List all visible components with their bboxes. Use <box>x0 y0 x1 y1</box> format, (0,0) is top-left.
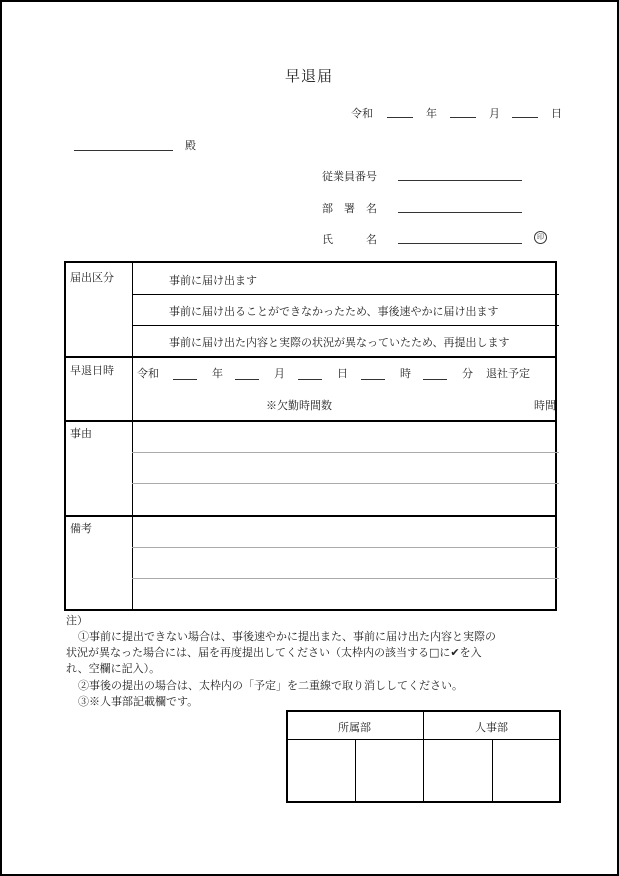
reason-line-1[interactable] <box>132 452 559 453</box>
remarks-label: 備考 <box>70 522 92 535</box>
category-label: 届出区分 <box>70 271 114 284</box>
reason-line-2[interactable] <box>132 483 559 484</box>
stamp-divider-left <box>355 739 356 801</box>
date-era-label: 令和 <box>351 107 373 120</box>
category-divider-2 <box>132 325 559 326</box>
department-label: 部 署 名 <box>322 202 377 215</box>
datetime-year-field[interactable] <box>173 379 197 380</box>
name-label: 氏 名 <box>322 233 377 246</box>
main-form-box <box>64 261 557 611</box>
stamp-divider-right <box>492 739 493 801</box>
note-item-1-line-2: 状況が異なった場合には、届を再度提出してください（太枠内の該当する□に✔を入 <box>66 646 482 659</box>
datetime-minute-label: 分 <box>462 367 473 380</box>
date-month-label: 月 <box>489 107 500 120</box>
stamp-cell-2[interactable] <box>359 743 419 797</box>
date-day-field[interactable] <box>512 117 538 118</box>
section-divider-remarks <box>66 515 555 517</box>
datetime-minute-field[interactable] <box>423 379 447 380</box>
page-title: 早退届 <box>285 67 334 85</box>
date-day-label: 日 <box>551 107 562 120</box>
datetime-hour-field[interactable] <box>361 379 385 380</box>
section-divider-reason <box>66 420 555 422</box>
stamp-cell-4[interactable] <box>496 743 556 797</box>
stamp-hr-label: 人事部 <box>475 721 508 734</box>
note-item-1-line-1: ①事前に提出できない場合は、事後速やかに提出また、事前に届け出た内容と実際の <box>78 630 496 643</box>
date-year-field[interactable] <box>387 117 413 118</box>
datetime-label: 早退日時 <box>70 364 114 377</box>
stamp-cell-1[interactable] <box>291 743 351 797</box>
date-year-label: 年 <box>426 107 437 120</box>
datetime-year-label: 年 <box>212 367 223 380</box>
category-option-1[interactable]: 事前に届け出ます <box>169 274 257 287</box>
datetime-day-label: 日 <box>337 367 348 380</box>
note-item-3: ③※人事部記載欄です。 <box>78 695 199 708</box>
date-month-field[interactable] <box>450 117 476 118</box>
datetime-scheduled-label: 退社予定 <box>486 367 530 380</box>
datetime-month-field[interactable] <box>235 379 259 380</box>
datetime-month-label: 月 <box>274 367 285 380</box>
hours-unit-label: 時間 <box>534 399 556 412</box>
employee-no-label: 従業員番号 <box>322 170 377 183</box>
employee-no-field[interactable] <box>398 180 522 181</box>
department-field[interactable] <box>398 212 522 213</box>
category-option-2[interactable]: 事前に届け出ることができなかったため、事後速やかに届け出ます <box>169 305 499 318</box>
absent-hours-label: ※欠勤時間数 <box>266 399 332 412</box>
note-item-1-line-3: れ、空欄に記入）。 <box>66 662 161 675</box>
stamp-cell-3[interactable] <box>427 743 488 797</box>
datetime-day-field[interactable] <box>298 379 322 380</box>
stamp-center-divider <box>423 712 424 801</box>
datetime-hour-label: 時 <box>400 367 411 380</box>
reason-label: 事由 <box>70 427 92 440</box>
name-field[interactable] <box>398 243 522 244</box>
addressee-field[interactable] <box>74 150 173 151</box>
remarks-line-1[interactable] <box>132 547 559 548</box>
seal-icon: 印 <box>534 231 547 244</box>
label-column-divider <box>132 263 133 609</box>
stamp-header-divider <box>288 739 559 740</box>
remarks-line-2[interactable] <box>132 578 559 579</box>
section-divider-datetime <box>66 356 555 358</box>
note-item-2: ②事後の提出の場合は、太枠内の「予定」を二重線で取り消ししてください。 <box>78 679 463 692</box>
category-divider-1 <box>132 294 559 295</box>
notes-heading: 注） <box>66 614 88 627</box>
category-option-3[interactable]: 事前に届け出た内容と実際の状況が異なっていたため、再提出します <box>169 336 510 349</box>
stamp-dept-label: 所属部 <box>338 721 371 734</box>
stamp-box <box>286 710 561 803</box>
datetime-era-label: 令和 <box>137 367 159 380</box>
addressee-suffix: 殿 <box>185 139 196 152</box>
